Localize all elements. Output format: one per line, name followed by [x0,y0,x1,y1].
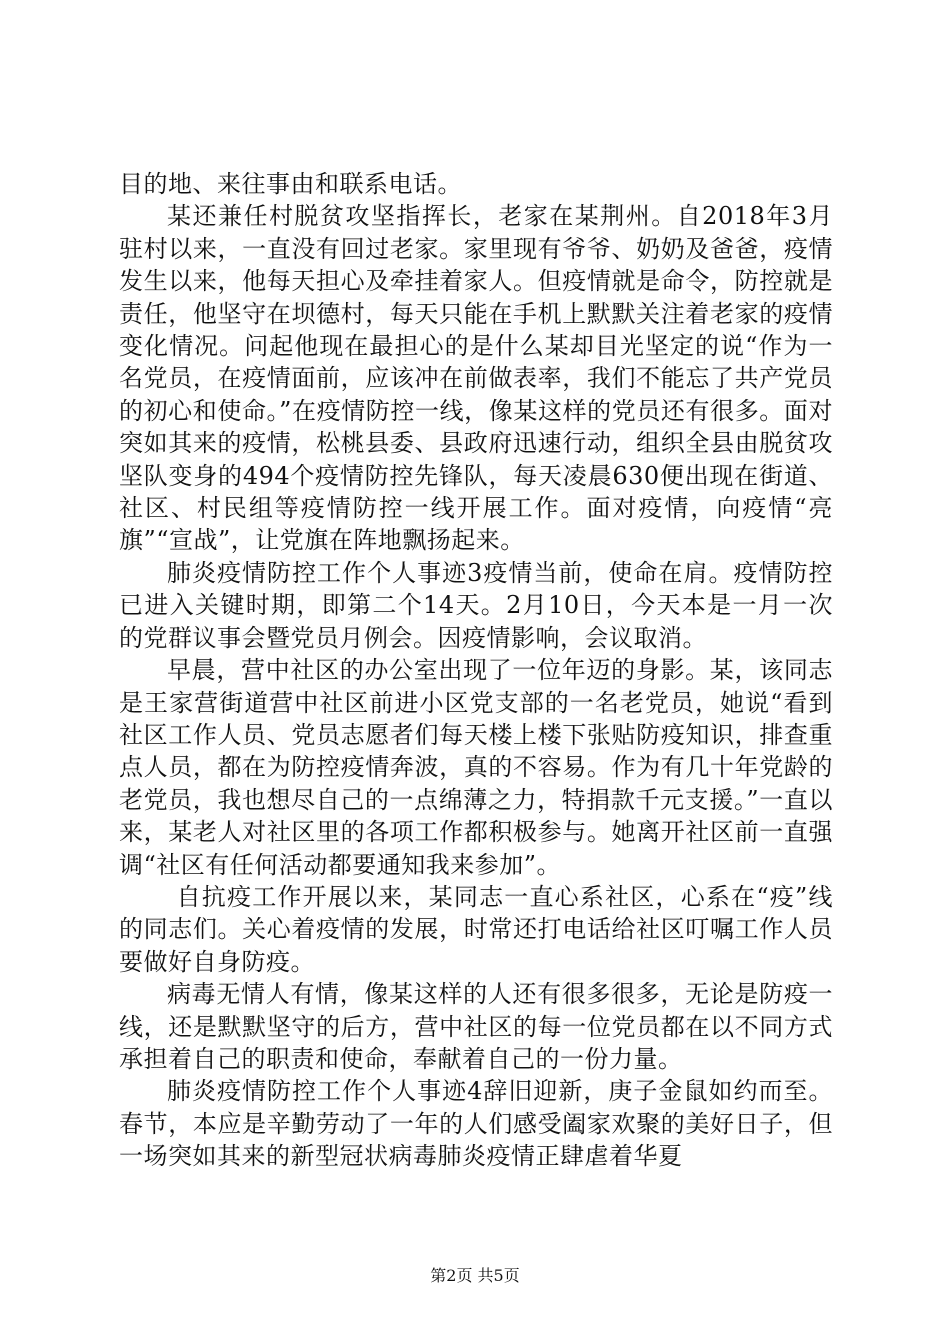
page-number: 第2页 共5页 [430,1266,520,1285]
paragraph: 病毒无情人有情，像某这样的人还有很多很多，无论是防疫一线，还是默默坚守的后方，营中社区的每一位党员都在以不同方式承担着自己的职责和使命，奉献着自己的一份力量。 [119,980,833,1073]
paragraph: 自抗疫工作开展以来，某同志一直心系社区，心系在“疫”线的同志们。关心着疫情的发展，时常还打电话给社区叮嘱工作人员要做好自身防疫。 [119,882,833,976]
paragraph: 某还兼任村脱贫攻坚指挥长，老家在某荆州。自2018年3月驻村以来，一直没有回过老家。家里现有爷爷、奶奶及爸爸，疫情发生以来，他每天担心及牵挂着家人。但疫情就是命令，防控就是责任，他坚守在坝德村，每天只能在手机上默默关注着老家的疫情变化情况。问起他现在最担心的是什么某却目光坚定的说“作为一名党员，在疫情面前，应该冲在前做表率，我们不能忘了共产党员的初心和使命。”在疫情防控一线，像某这样的党员还有很多。面对突如其来的疫情，松桃县委、县政府迅速行动，组织全县由脱贫攻坚队变身的494个疫情防控先锋队，每天凌晨630便出现在街道、社区、村民组等疫情防控一线开展工作。面对疫情，向疫情“亮旗”“宣战”，让党旗在阵地飘扬起来。 [119,202,833,555]
paragraph: 目的地、来往事由和联系电话。 [119,170,462,198]
document-body [119,168,833,1173]
paragraph: 肺炎疫情防控工作个人事迹4辞旧迎新，庚子金鼠如约而至。春节，本应是辛勤劳动了一年的人们感受阖家欢聚的美好日子，但一场突如其来的新型冠状病毒肺炎疫情正肆虐着华夏 [119,1077,833,1171]
paragraph: 肺炎疫情防控工作个人事迹3疫情当前，使命在肩。疫情防控已进入关键时期，即第二个14天。2月10日，今天本是一月一次的党群议事会暨党员月例会。因疫情影响，会议取消。 [119,558,833,652]
paragraph: 早晨，营中社区的办公室出现了一位年迈的身影。某，该同志是王家营街道营中社区前进小区党支部的一名老党员，她说“看到社区工作人员、党员志愿者们每天楼上楼下张贴防疫知识，排查重点人员，都在为防控疫情奔波，真的不容易。作为有几十年党龄的老党员，我也想尽自己的一点绵薄之力，特捐款千元支援。”一直以来，某老人对社区里的各项工作都积极参与。她离开社区前一直强调“社区有任何活动都要通知我来参加”。 [119,656,833,879]
